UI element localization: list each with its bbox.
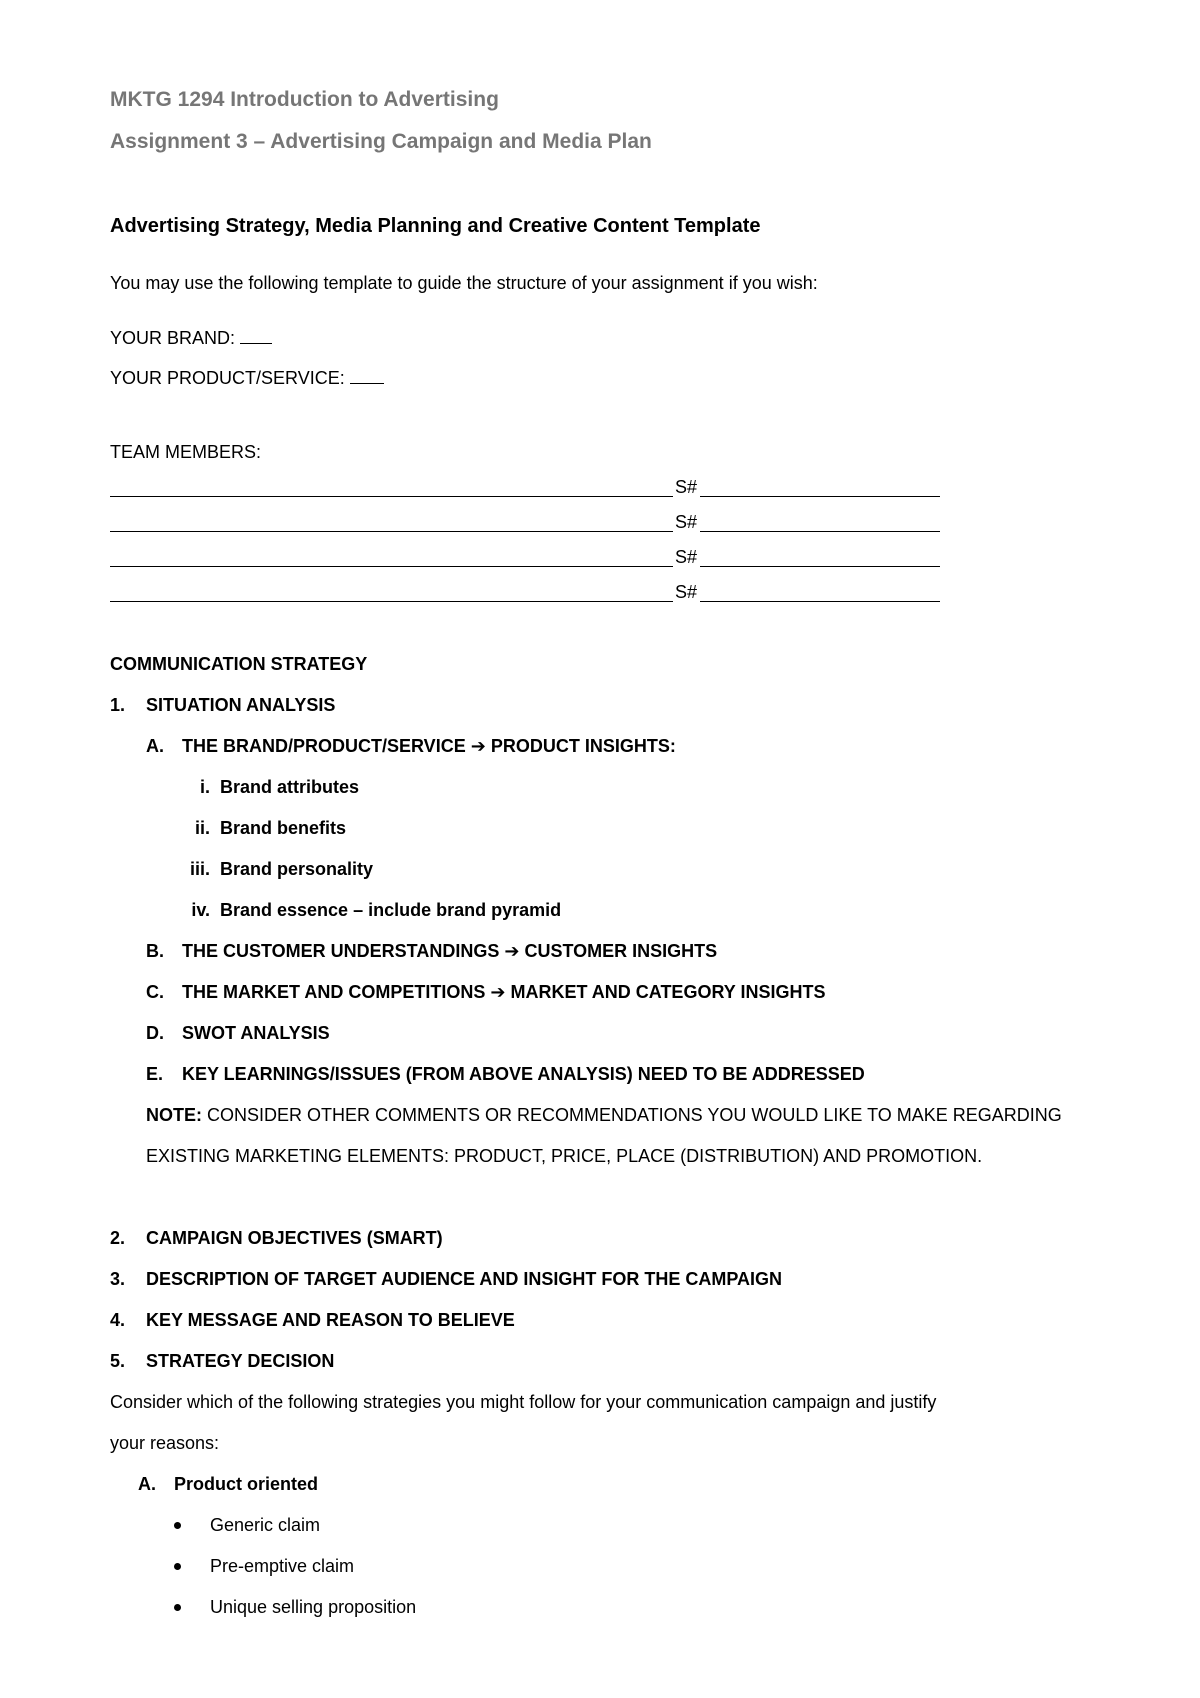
bullet-item: Pre-emptive claim (210, 1556, 355, 1576)
student-number-blank (700, 531, 940, 532)
roman-item (160, 899, 561, 921)
bullet-item: Generic claim (210, 1515, 321, 1535)
consider-text-line-1: Consider which of the following strategies you might follow for your communication campaign and justify (110, 1392, 937, 1412)
subsection-customer (146, 940, 717, 962)
section-key-message (110, 1309, 515, 1331)
roman-item (160, 817, 346, 839)
subsection-letter: C. (146, 982, 164, 1002)
subsection-key-learnings (146, 1063, 865, 1085)
bullet-icon (174, 1604, 181, 1611)
roman-item-text: Brand benefits (220, 818, 347, 838)
section-label: STRATEGY DECISION (146, 1351, 335, 1371)
student-number-label: S# (675, 547, 698, 567)
section-number: 2. (110, 1228, 126, 1248)
section-label: CAMPAIGN OBJECTIVES (SMART) (146, 1228, 443, 1248)
course-header: MKTG 1294 Introduction to Advertising (110, 88, 499, 111)
arrow-right-icon: ➔ (470, 736, 486, 756)
subsection-label: KEY LEARNINGS/ISSUES (FROM ABOVE ANALYSIS) NEED TO BE ADDRESSED (182, 1064, 865, 1084)
subsection-label: SWOT ANALYSIS (182, 1023, 330, 1043)
subsection-label-insights: CUSTOMER INSIGHTS (524, 941, 718, 961)
subsection-label-insights: PRODUCT INSIGHTS: (490, 736, 676, 756)
name-blank (110, 566, 673, 567)
note-line-2: EXISTING MARKETING ELEMENTS: PRODUCT, PRICE, PLACE (DISTRIBUTION) AND PROMOTION. (146, 1146, 983, 1166)
section-strategy-decision (110, 1350, 334, 1372)
subsection-label-insights: MARKET AND CATEGORY INSIGHTS (510, 982, 826, 1002)
name-blank (110, 531, 673, 532)
bullet-icon (174, 1522, 181, 1529)
intro-text: You may use the following template to guide the structure of your assignment if you wish: (110, 273, 818, 293)
note-label: NOTE: (146, 1105, 202, 1125)
subsection-label: THE CUSTOMER UNDERSTANDINGS (182, 941, 500, 961)
roman-numeral: iv. (191, 900, 210, 920)
section-number: 5. (110, 1351, 126, 1371)
roman-numeral: iii. (189, 859, 210, 879)
note-text: CONSIDER OTHER COMMENTS OR RECOMMENDATIONS YOU WOULD LIKE TO MAKE REGARDING (207, 1105, 1062, 1125)
arrow-right-icon: ➔ (504, 941, 520, 961)
document-title: Advertising Strategy, Media Planning and Creative Content Template (110, 215, 761, 237)
name-blank (110, 601, 673, 602)
section-target-audience (110, 1268, 782, 1290)
note-line-1 (146, 1104, 1062, 1126)
section-number: 4. (110, 1310, 126, 1330)
subsection-letter: A. (138, 1474, 156, 1494)
bullet-item: Unique selling proposition (210, 1597, 417, 1617)
subsection-brand-product (146, 735, 676, 757)
roman-numeral: ii. (194, 818, 210, 838)
subsection-label: THE BRAND/PRODUCT/SERVICE (182, 736, 466, 756)
subsection-letter: E. (146, 1064, 164, 1084)
subsection-letter: A. (146, 736, 164, 756)
section-number: 3. (110, 1269, 126, 1289)
subsection-label: THE MARKET AND COMPETITIONS (182, 982, 486, 1002)
student-number-label: S# (675, 512, 698, 532)
roman-item-text: Brand personality (220, 859, 374, 879)
brand-label: YOUR BRAND: (110, 328, 236, 348)
student-number-label: S# (675, 477, 698, 497)
product-label: YOUR PRODUCT/SERVICE: (110, 368, 345, 388)
section-label: DESCRIPTION OF TARGET AUDIENCE AND INSIGHT FOR THE CAMPAIGN (146, 1269, 783, 1289)
name-blank (110, 496, 673, 497)
section-situation-analysis (110, 694, 335, 716)
bullet-icon (174, 1563, 181, 1570)
subsection-swot (146, 1022, 330, 1044)
consider-text-line-2: your reasons: (110, 1433, 220, 1453)
roman-item (160, 776, 359, 798)
communication-strategy-heading: COMMUNICATION STRATEGY (110, 654, 368, 674)
team-members-label: TEAM MEMBERS: (110, 442, 262, 462)
product-blank (350, 367, 384, 384)
subsection-letter: B. (146, 941, 164, 961)
arrow-right-icon: ➔ (490, 982, 506, 1002)
student-number-label: S# (675, 582, 698, 602)
product-field (110, 367, 384, 389)
roman-item (160, 858, 373, 880)
roman-numeral: i. (199, 777, 210, 797)
subsection-letter: D. (146, 1023, 164, 1043)
assignment-header: Assignment 3 – Advertising Campaign and Media Plan (110, 130, 652, 153)
student-number-blank (700, 496, 940, 497)
subsection-product-oriented (138, 1473, 318, 1495)
student-number-blank (700, 601, 940, 602)
student-number-blank (700, 566, 940, 567)
section-number: 1. (110, 695, 126, 715)
roman-item-text: Brand essence – include brand pyramid (220, 900, 562, 920)
section-label: KEY MESSAGE AND REASON TO BELIEVE (146, 1310, 515, 1330)
subsection-label: Product oriented (174, 1474, 319, 1494)
section-label: SITUATION ANALYSIS (146, 695, 336, 715)
brand-field (110, 327, 272, 349)
subsection-market (146, 981, 825, 1003)
roman-item-text: Brand attributes (220, 777, 360, 797)
brand-blank (240, 327, 272, 344)
section-campaign-objectives (110, 1227, 443, 1249)
